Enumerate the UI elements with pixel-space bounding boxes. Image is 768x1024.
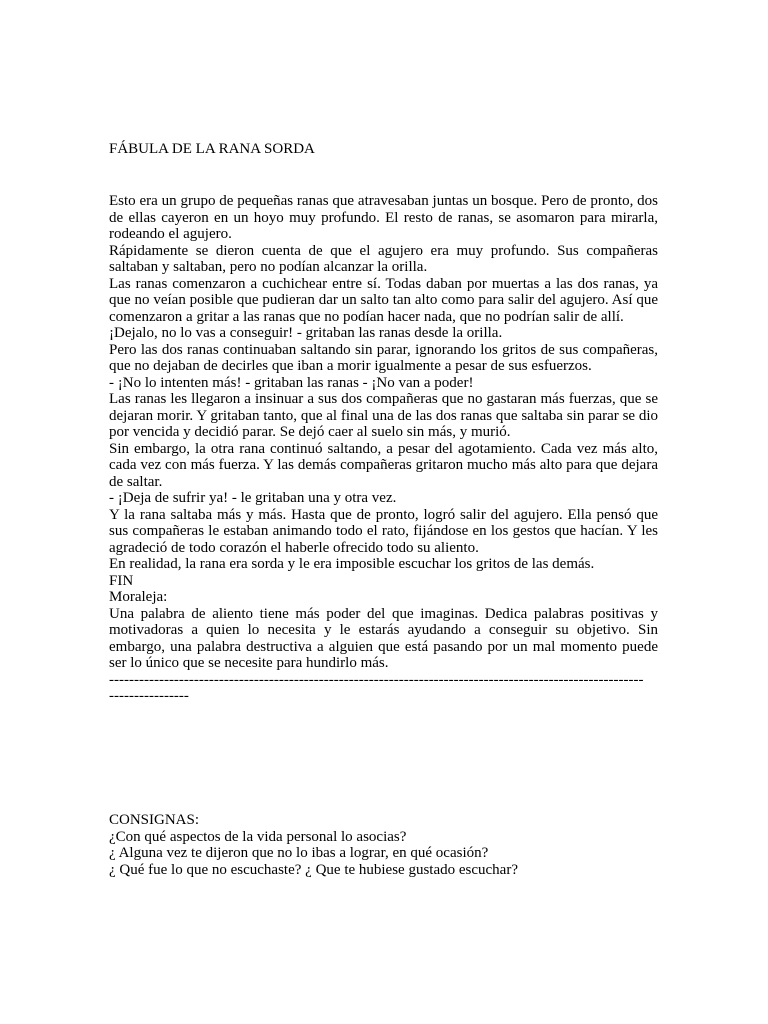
document-page [109,0,658,1024]
story-paragraph: Las ranas les llegaron a insinuar a sus dos compañeras que no gastaran más fuerzas, que se dejaran morir. Y gritaban tanto, que al final una de las dos ranas que saltaba sin parar se dio por vencida y decidió parar. Se dejó caer al suelo sin más, y murió. [109,391,658,440]
question-item: ¿Con qué aspectos de la vida personal lo asocias? [109,828,407,845]
story-paragraph: En realidad, la rana era sorda y le era imposible escuchar los gritos de las demás. [109,556,595,572]
story-paragraph: - ¡Deja de sufrir ya! - le gritaban una y otra vez. [109,490,397,506]
story-paragraph: Esto era un grupo de pequeñas ranas que atravesaban juntas un bosque. Pero de pronto, dos de ellas cayeron en un hoyo muy profundo. El resto de ranas, se asomaron para mirarla, rodeando el agujero. [109,193,658,242]
separator-line-continuation: ---------------- [109,688,189,704]
consignas-section [109,812,658,879]
story-paragraph: - ¡No lo intenten más! - gritaban las ranas - ¡No van a poder! [109,374,474,391]
story-paragraph: Pero las dos ranas continuaban saltando sin parar, ignorando los gritos de sus compañeras, que no dejaban de decirles que iban a morir igualmente a pesar de sus esfuerzos. [109,341,658,374]
question-item: ¿ Qué fue lo que no escuchaste? ¿ Que te hubiese gustado escuchar? [109,862,518,879]
story-paragraph: ¡Dejalo, no lo vas a conseguir! - gritaban las ranas desde la orilla. [109,325,503,341]
question-item: ¿ Alguna vez te dijeron que no lo ibas a lograr, en qué ocasión? [109,845,489,862]
document-title: FÁBULA DE LA RANA SORDA [109,141,315,157]
moraleja-label: Moraleja: [109,589,168,605]
fin-label: FIN [109,572,134,589]
story-paragraph: Y la rana saltaba más y más. Hasta que de pronto, logró salir del agujero. Ella pensó que sus compañeras le estaban animando todo el rato, fijándose en los gestos que hacían. Y les agradeció de todo corazón el haberle ofrecido todo su aliento. [109,506,658,556]
separator-line: ----------------------------------------------------------------------------------------------------------- [109,671,644,688]
story-paragraph: Las ranas comenzaron a cuchichear entre sí. Todas daban por muertas a las dos ranas, ya que no veían posible que pudieran dar un salto tan alto como para salir del agujero. Así que comenzaron a gritar a las ranas que no podían hacer nada, que no podrían salir de allí. [109,275,658,325]
story-body [109,193,658,705]
moraleja-paragraph: Una palabra de aliento tiene más poder del que imaginas. Dedica palabras positivas y motivadoras a quien lo necesita y le estarás ayudando a conseguir su objetivo. Sin embargo, una palabra destructiva a alguien que está pasando por un mal momento puede ser lo único que se necesite para hundirlo más. [109,605,658,671]
consignas-heading: CONSIGNAS: [109,812,200,828]
story-paragraph: Rápidamente se dieron cuenta de que el agujero era muy profundo. Sus compañeras saltaban y saltaban, pero no podían alcanzar la orilla. [109,242,658,275]
story-paragraph: Sin embargo, la otra rana continuó saltando, a pesar del agotamiento. Cada vez más alto, cada vez con más fuerza. Y las demás compañeras gritaron mucho más alto para que dejara de saltar. [109,440,658,490]
